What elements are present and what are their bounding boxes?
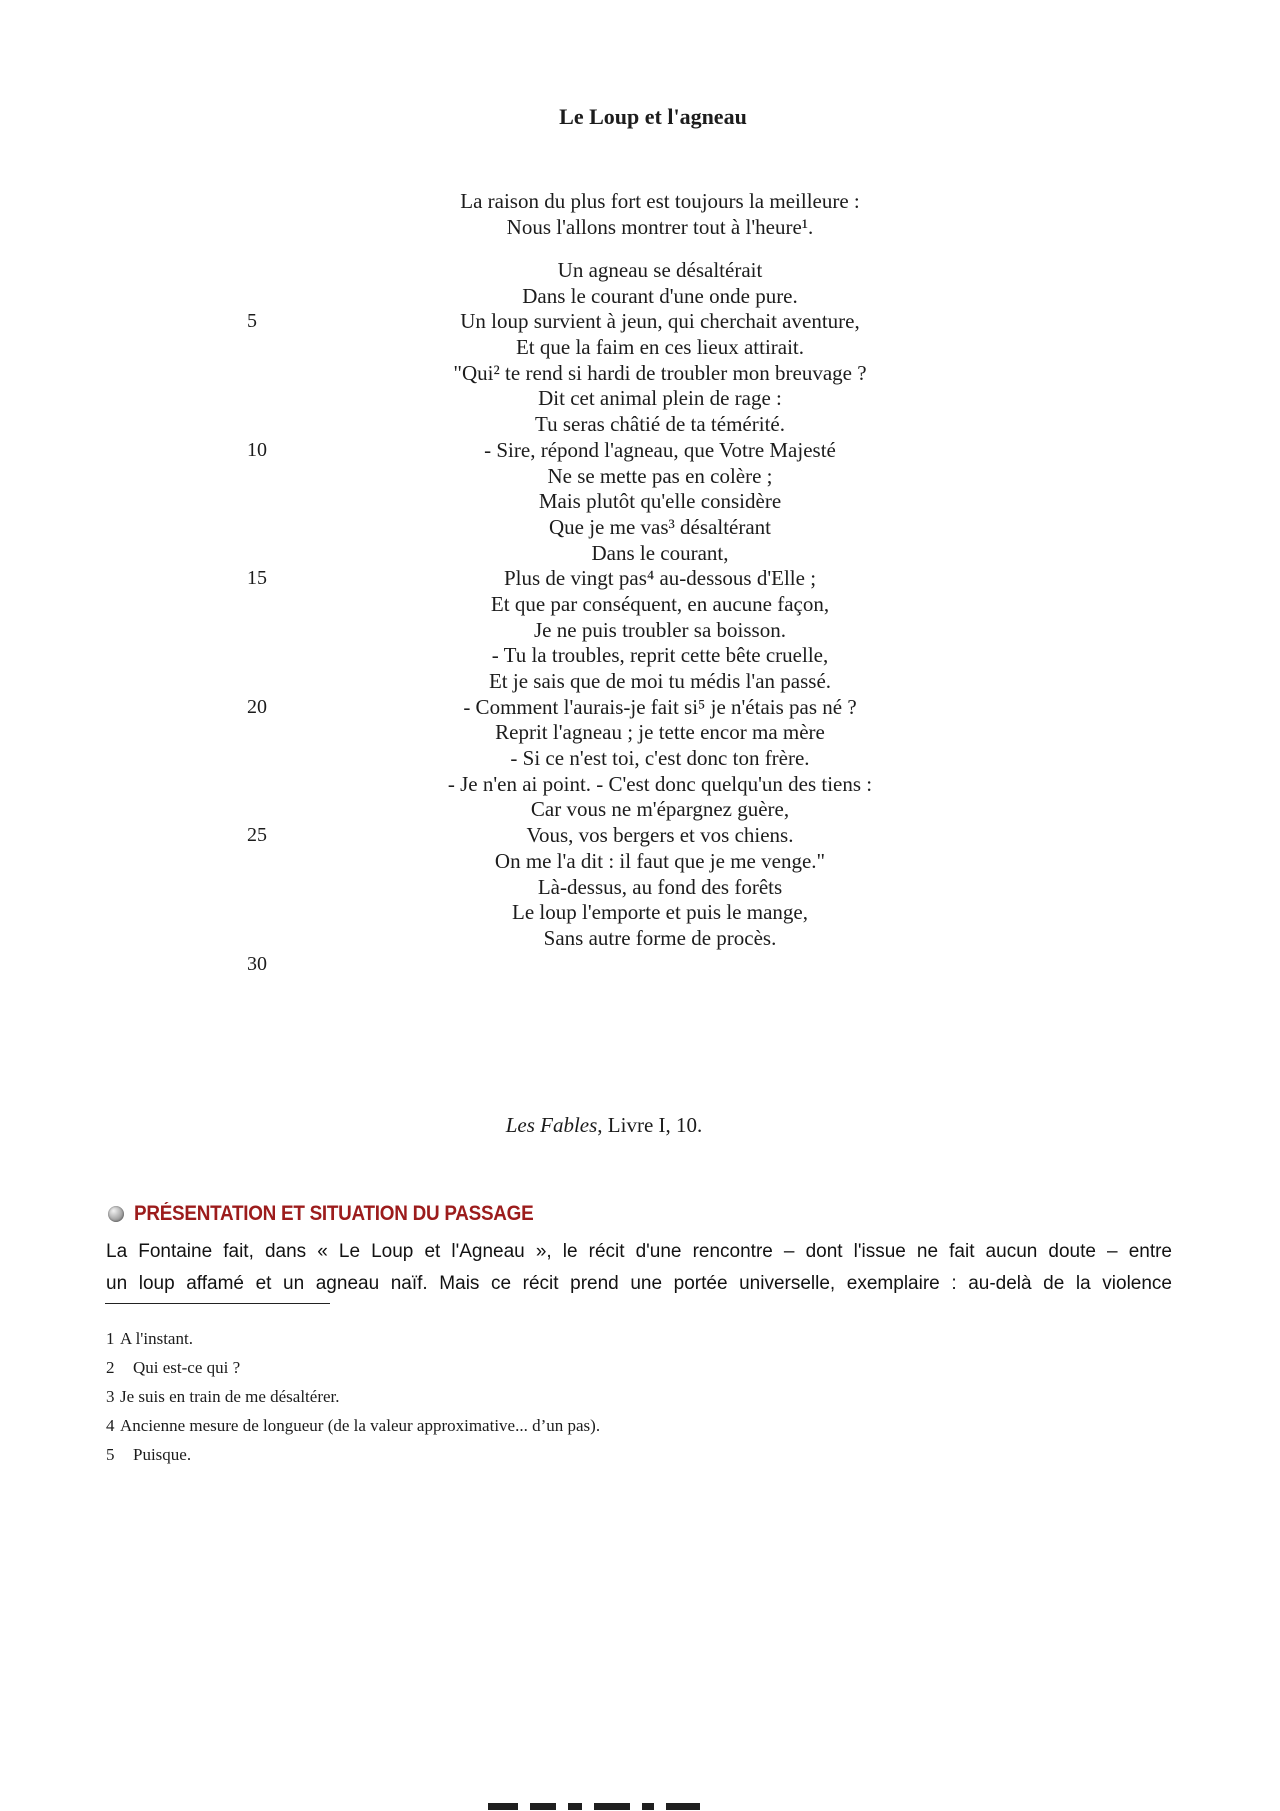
footnote-number: 4 — [106, 1416, 115, 1436]
line-number: 15 — [247, 567, 267, 590]
verse-text: Car vous ne m'épargnez guère, — [530, 797, 790, 822]
footnote-number: 2 — [106, 1358, 115, 1378]
poem-line — [0, 592, 1280, 618]
poem — [0, 258, 1280, 977]
poem-line — [0, 875, 1280, 901]
verse-text: Je ne puis troubler sa boisson. — [534, 617, 786, 642]
footnote-item — [106, 1328, 1280, 1349]
footnote-number: 5 — [106, 1445, 115, 1465]
poem-line — [0, 643, 1280, 669]
citation-work-title: Les Fables — [505, 1113, 598, 1138]
epigraph-line: Nous l'allons montrer tout à l'heure¹. — [506, 215, 814, 239]
footnote-item — [106, 1357, 1280, 1378]
verse-text: Plus de vingt pas⁴ au-dessous d'Elle ; — [503, 566, 817, 591]
epigraph — [0, 188, 1280, 240]
verse-text: - Je n'en ai point. - C'est donc quelqu'un des tiens : — [447, 771, 873, 796]
footnotes — [106, 1328, 1280, 1465]
verse-text: Que je me vas³ désaltérant — [548, 514, 772, 539]
footnote-item — [106, 1444, 1280, 1465]
poem-line — [0, 772, 1280, 798]
poem-line — [0, 797, 1280, 823]
poem-line — [0, 926, 1280, 952]
verse-text: Là-dessus, au fond des forêts — [537, 874, 783, 899]
footnote-number: 3 — [106, 1387, 115, 1407]
poem-line — [0, 515, 1280, 541]
verse-text: Tu seras châtié de ta témérité. — [535, 412, 785, 437]
line-number: 30 — [247, 952, 267, 975]
verse-text: Un agneau se désaltérait — [557, 258, 763, 282]
footnote-item — [106, 1415, 1280, 1436]
text-fragment-mark — [488, 1803, 518, 1810]
poem-line — [0, 258, 1280, 284]
footnote-number: 1 — [106, 1329, 115, 1349]
footnote-text: Qui est-ce qui ? — [133, 1358, 241, 1378]
poem-line — [0, 309, 1280, 335]
verse-text: Dans le courant, — [591, 540, 729, 565]
verse-text: Mais plutôt qu'elle considère — [538, 489, 782, 514]
poem-line — [0, 335, 1280, 361]
verse-text: - Si ce n'est toi, c'est donc ton frère. — [510, 746, 810, 771]
poem-line — [0, 284, 1280, 310]
poem-line — [0, 900, 1280, 926]
text-fragment-mark — [530, 1803, 556, 1810]
poem-line — [0, 720, 1280, 746]
verse-text: Et je sais que de moi tu médis l'an passé. — [488, 669, 832, 693]
poem-line — [0, 952, 1280, 978]
poem-line — [0, 695, 1280, 721]
section-heading-text: PRÉSENTATION ET SITUATION DU PASSAGE — [134, 1202, 534, 1226]
poem-line — [0, 669, 1280, 695]
footnote-text: A l'instant. — [120, 1329, 193, 1349]
verse-text: - Tu la troubles, reprit cette bête cruelle, — [491, 643, 829, 668]
verse-text: Dans le courant d'une onde pure. — [522, 283, 798, 308]
paragraph-line: La Fontaine fait, dans « Le Loup et l'Agneau », le récit d'une rencontre – dont l'issue ne fait aucun doute – entre — [106, 1241, 1172, 1263]
verse-text: Vous, vos bergers et vos chiens. — [526, 823, 794, 848]
verse-text: Et que la faim en ces lieux attirait. — [515, 335, 805, 360]
line-number: 25 — [247, 824, 267, 847]
poem-line — [0, 823, 1280, 849]
poem-line — [0, 566, 1280, 592]
verse-text: Et que par conséquent, en aucune façon, — [490, 591, 830, 616]
sphere-bullet-icon — [108, 1206, 124, 1222]
poem-line — [0, 746, 1280, 772]
line-number: 10 — [247, 438, 267, 461]
verse-text: Reprit l'agneau ; je tette encor ma mère — [495, 720, 825, 745]
poem-line — [0, 489, 1280, 515]
poem-line — [0, 361, 1280, 387]
verse-text: - Comment l'aurais-je fait si⁵ je n'étais pas né ? — [463, 694, 857, 719]
verse-text: Sans autre forme de procès. — [543, 925, 777, 950]
verse-text: "Qui² te rend si hardi de troubler mon breuvage ? — [453, 360, 867, 385]
citation — [0, 1112, 1280, 1138]
poem-line — [0, 464, 1280, 490]
poem-line — [0, 618, 1280, 644]
verse-text: Un loup survient à jeun, qui cherchait aventure, — [460, 309, 860, 334]
footnote-text: Ancienne mesure de longueur (de la valeur approximative... d’un pas). — [120, 1416, 601, 1436]
section-heading — [108, 1202, 1280, 1226]
next-page-text-fragment — [488, 1803, 700, 1810]
paragraph-line: un loup affamé et un agneau naïf. Mais ce récit prend une portée universelle, exemplaire : au-delà de la violence — [106, 1273, 1172, 1295]
verse-text: Ne se mette pas en colère ; — [547, 463, 773, 488]
poem-line — [0, 541, 1280, 567]
line-number: 5 — [247, 310, 257, 333]
epigraph-line: La raison du plus fort est toujours la meilleure : — [460, 189, 860, 213]
poem-line — [0, 438, 1280, 464]
poem-line — [0, 849, 1280, 875]
intro-paragraph — [106, 1236, 1172, 1300]
poem-line — [0, 386, 1280, 412]
text-fragment-mark — [594, 1803, 630, 1810]
citation-reference: , Livre I, 10. — [597, 1113, 703, 1138]
footnote-text: Je suis en train de me désaltérer. — [120, 1387, 340, 1407]
text-fragment-mark — [666, 1803, 700, 1810]
page-title: Le Loup et l'agneau — [559, 104, 747, 129]
verse-text: - Sire, répond l'agneau, que Votre Majesté — [484, 437, 836, 462]
verse-text: Le loup l'emporte et puis le mange, — [512, 900, 808, 925]
verse-text: On me l'a dit : il faut que je me venge." — [494, 848, 826, 873]
text-fragment-mark — [642, 1803, 654, 1810]
text-fragment-mark — [568, 1803, 582, 1810]
verse-text: Dit cet animal plein de rage : — [538, 386, 782, 411]
poem-line — [0, 412, 1280, 438]
line-number: 20 — [247, 695, 267, 718]
footnote-text: Puisque. — [133, 1445, 192, 1465]
footnote-separator — [105, 1303, 330, 1304]
footnote-item — [106, 1386, 1280, 1407]
